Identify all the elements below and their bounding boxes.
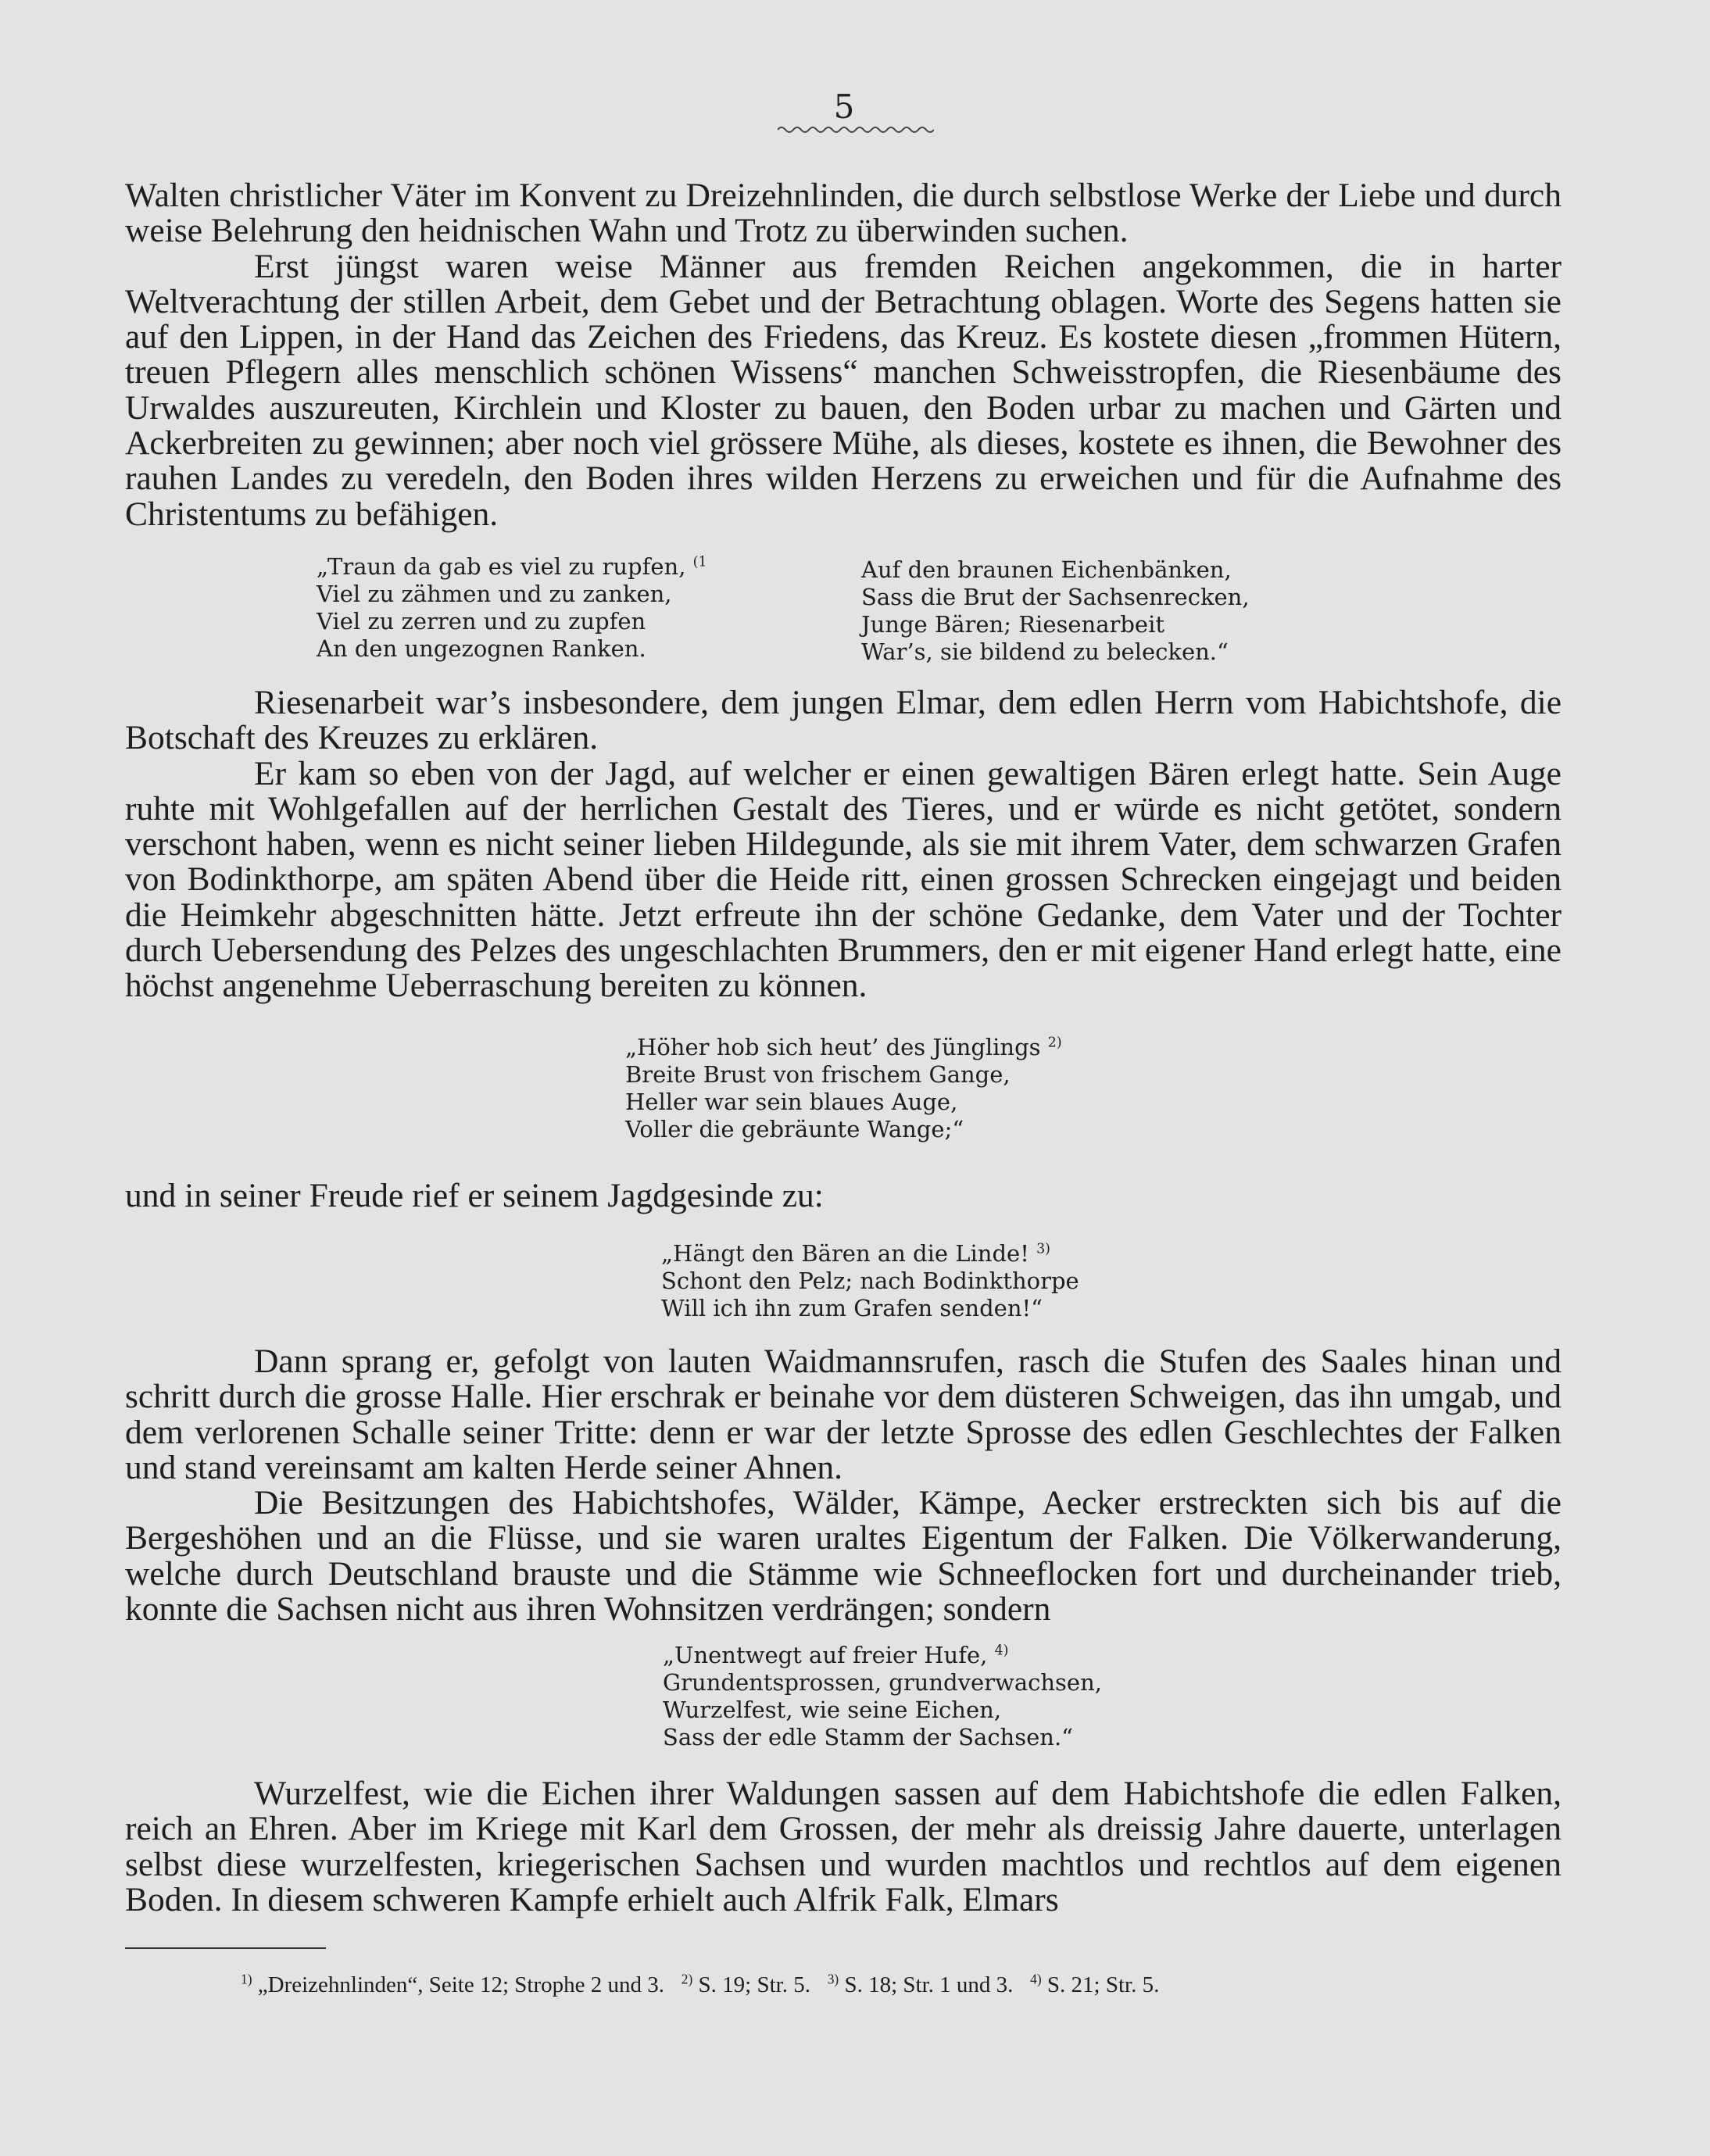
paragraph: Er kam so eben von der Jagd, auf welcher er einen gewaltigen Bären erlegt hatte. Sein Auge ruhte mit Wohlgefallen auf der herrlichen Gestalt des Tieres, und er würde es nicht getötet, sondern verschont haben, wenn es nicht seiner lieben Hildegunde, als sie mit ihrem Vater, dem schwarzen Grafen von Bodinkthorpe, am späten Abend über die Heide ritt, einen grossen Schrecken eingejagt und beiden die Heimkehr abgeschnitten hätte. Jetzt erfreute ihn der schöne Gedanke, dem Vater und der Tochter durch Uebersendung des Pelzes des ungeschlachten Brummers, den er mit eigener Hand erlegt hatte, eine höchst angenehme Ueberraschung bereiten zu können. xyxy=(125,754,1562,1005)
footnote-number: 1 xyxy=(241,1971,248,1987)
paragraph: Walten christlicher Väter im Konvent zu Dreizehnlinden, die durch selbstlose Werke der Liebe und durch weise Belehrung den heidnischen Wahn und Trotz zu überwinden suchen. xyxy=(125,177,1562,250)
verse-stanza-2: „Höher hob sich heut’ des Jünglings $^{2)}$ Breite Brust von frischem Gange, Heller war sein blaues Auge, Voller die gebräunte Wange;“ xyxy=(625,1034,1062,1142)
verse-line: Schont den Pelz; nach Bodinkthorpe xyxy=(661,1267,1079,1294)
verse-line: Sass die Brut der Sachsenrecken, xyxy=(861,584,1250,610)
paragraph: Die Besitzungen des Habichtshofes, Wälder, Kämpe, Aecker erstreckten sich bis auf die Bergeshöhen und an die Flüsse, und sie waren uraltes Eigentum der Falken. Die Völkerwanderung, welche durch Deutschland brauste und die Stämme wie Schneeflocken fort und durcheinander trieb, konnte die Sachsen nicht aus ihren Wohnsitzen verdrängen; sondern xyxy=(125,1484,1562,1629)
paragraph: Wurzelfest, wie die Eichen ihrer Waldungen sassen auf dem Habichtshofe die edlen Falken, reich an Ehren. Aber im Kriege mit Karl dem Grossen, der mehr als dreissig Jahre dauerte, unterlagen selbst diese wurzelfesten, kriegerischen Sachsen und wurden machtlos und rechtlos auf dem eigenen Boden. In diesem schweren Kampfe erhielt auch Alfrik Falk, Elmars xyxy=(125,1775,1562,1918)
verse-line: Viel zu zähmen und zu zanken, xyxy=(317,581,672,607)
footnote-number: 3 xyxy=(827,1971,835,1987)
verse-stanza-3: „Hängt den Bären an die Linde! $^{3)}$ Schont den Pelz; nach Bodinkthorpe Will ich ihn zum Grafen senden!“ xyxy=(661,1240,1079,1321)
verse-line: Sass der edle Stamm der Sachsen.“ xyxy=(663,1724,1074,1750)
footnote-text: S. 19; Str. 5. xyxy=(698,1972,810,1997)
verse-line: Wurzelfest, wie seine Eichen, xyxy=(663,1697,1002,1723)
page-number-ornament xyxy=(778,125,934,134)
verse-line: War’s, sie bildend zu belecken.“ xyxy=(861,638,1229,665)
page-number: 5 xyxy=(833,88,855,126)
verse-line: „Höher hob sich heut’ des Jünglings xyxy=(625,1034,1041,1060)
verse-line: Junge Bären; Riesenarbeit xyxy=(861,611,1165,638)
body-text-block-2 xyxy=(125,685,1562,1004)
footnotes: $^{1)}$ „Dreizehnlinden“, Seite 12; Strophe 2 und 3. $^{2)}$ S. 19; Str. 5. $^{3)}$ S. 18; Str. 1 und 3. $^{4)}$ S. 21; Str. 5. xyxy=(241,1971,1160,1997)
verse-line: „Hängt den Bären an die Linde! xyxy=(661,1240,1029,1267)
footnote-marker: 3 xyxy=(1036,1241,1046,1257)
verse-line: Viel zu zerren und zu zupfen xyxy=(317,608,646,635)
verse-line: „Traun da gab es viel zu rupfen, xyxy=(317,553,686,580)
verse-line: An den ungezognen Ranken. xyxy=(317,635,646,662)
footnote-marker: 4 xyxy=(994,1643,1003,1659)
paragraph: Erst jüngst waren weise Männer aus fremden Reichen angekommen, die in harter Weltverachtung der stillen Arbeit, dem Gebet und der Betrachtung oblagen. Worte des Segens hatten sie auf den Lippen, in der Hand das Zeichen des Friedens, das Kreuz. Es kostete diesen „frommen Hütern, treuen Pflegern alles menschlich schönen Wissens“ manchen Schweisstropfen, die Riesenbäume des Urwaldes auszureuten, Kirchlein und Kloster zu bauen, den Boden urbar zu machen und Gärten und Ackerbreiten zu gewinnen; aber noch viel grössere Mühe, als dieses, kostete es ihnen, die Bewohner des rauhen Landes zu veredeln, den Boden ihres wilden Herzens zu erweichen und für die Aufnahme des Christentums zu befähigen. xyxy=(125,247,1562,533)
verse-stanza-4: „Unentwegt auf freier Hufe, $^{4)}$ Grundentsprossen, grundverwachsen, Wurzelfest, wie seine Eichen, Sass der edle Stamm der Sachsen.“ xyxy=(663,1642,1102,1750)
verse-stanza-1b xyxy=(861,556,1250,666)
footnote-marker: 1 xyxy=(698,554,707,570)
footnote-text: „Dreizehnlinden“, Seite 12; Strophe 2 und 3. xyxy=(257,1972,665,1997)
body-text-block-3 xyxy=(125,1178,1562,1214)
body-text-block-4 xyxy=(125,1344,1562,1627)
footnote-number: 2 xyxy=(681,1971,689,1987)
footnote-marker: 2 xyxy=(1047,1035,1057,1051)
verse-line: Grundentsprossen, grundverwachsen, xyxy=(663,1669,1102,1696)
footnote-number: 4 xyxy=(1030,1971,1037,1987)
verse-line: „Unentwegt auf freier Hufe, xyxy=(663,1642,988,1668)
footnote-text: S. 21; Str. 5. xyxy=(1046,1972,1160,1997)
paragraph: Dann sprang er, gefolgt von lauten Waidmannsrufen, rasch die Stufen des Saales hinan und schritt durch die grosse Halle. Hier erschrak er beinahe vor dem düsteren Schweigen, das ihn umgab, und dem verlorenen Schalle seiner Tritte: denn er war der letzte Sprosse des edlen Geschlechtes der Falken und stand vereinsamt am kalten Herde seiner Ahnen. xyxy=(125,1343,1562,1486)
verse-line: Will ich ihn zum Grafen senden!“ xyxy=(661,1295,1043,1321)
verse-line: Voller die gebräunte Wange;“ xyxy=(625,1116,964,1142)
verse-line: Heller war sein blaues Auge, xyxy=(625,1089,958,1115)
verse-stanza-1a: „Traun da gab es viel zu rupfen, $^{(1}$ Viel zu zähmen und zu zanken, Viel zu zerren und zu zupfen An den ungezognen Ranken. xyxy=(317,553,707,662)
paragraph: Riesenarbeit war’s insbesondere, dem jungen Elmar, dem edlen Herrn vom Habichtshofe, die Botschaft des Kreuzes zu erklären. xyxy=(125,684,1562,757)
body-text-block-5 xyxy=(125,1776,1562,1918)
paragraph: und in seiner Freude rief er seinem Jagdgesinde zu: xyxy=(125,1177,824,1214)
verse-line: Auf den braunen Eichenbänken, xyxy=(861,556,1232,583)
verse-line: Breite Brust von frischem Gange, xyxy=(625,1061,1011,1088)
footnote-divider xyxy=(125,1947,326,1949)
footnote-text: S. 18; Str. 1 und 3. xyxy=(844,1972,1014,1997)
body-text-block-1 xyxy=(125,178,1562,532)
